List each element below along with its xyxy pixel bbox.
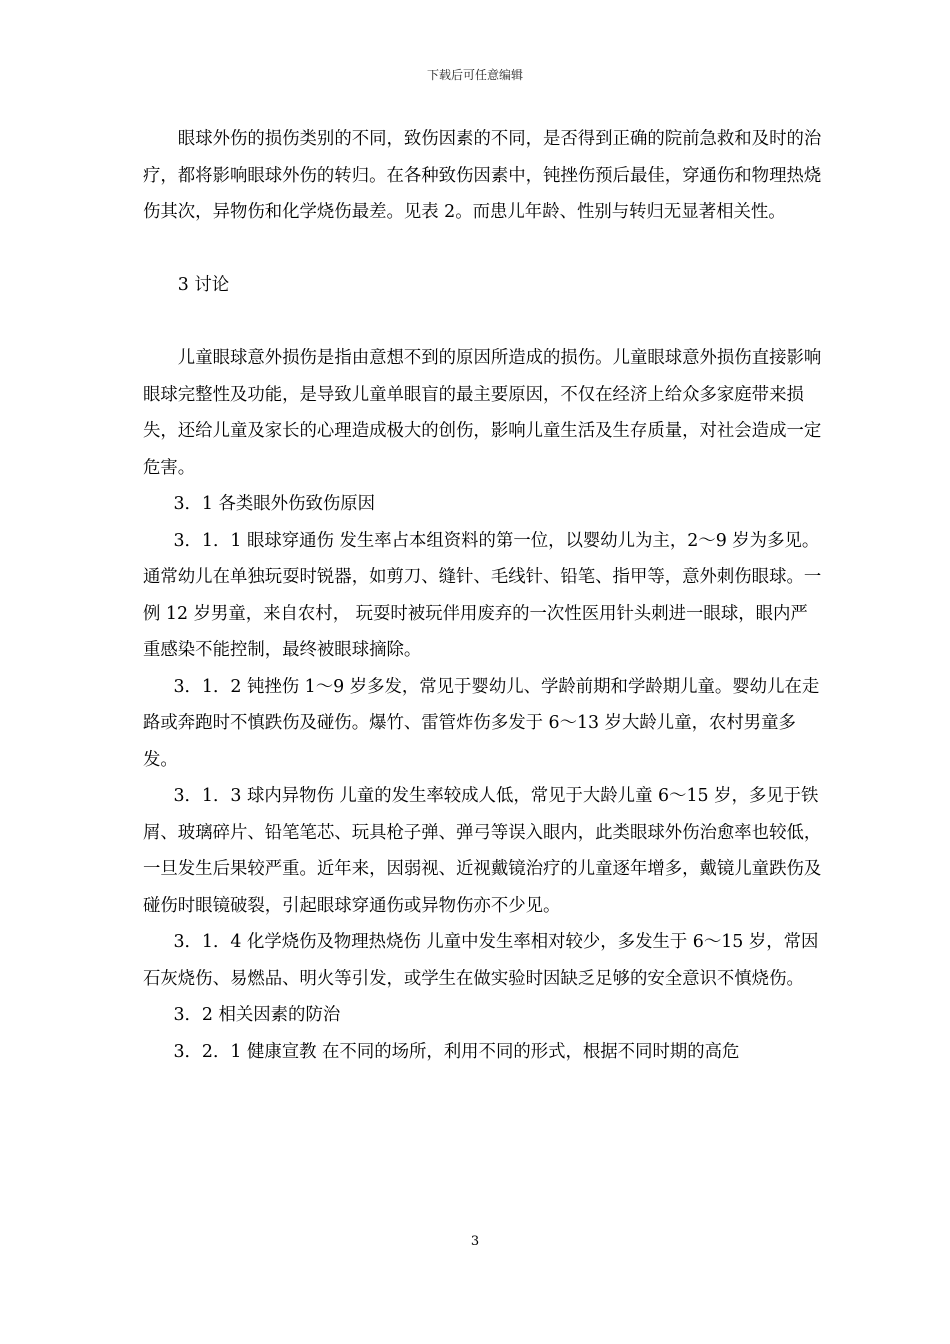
page-header: 下载后可任意编辑	[426, 68, 523, 82]
paragraph-health-education: 3．2．1 健康宣教 在不同的场所，利用不同的形式，根据不同时期的高危	[173, 1041, 740, 1062]
paragraph-blunt-injury: 3．1．2 钝挫伤 1～9 岁多发，常见于婴幼儿、学龄前期和学龄期儿童。婴幼儿在走路或奔跑时不慎跌伤及碰伤。爆竹、雷管炸伤多发于 6～13 岁大龄儿童，农村男童多发。	[143, 676, 820, 770]
page-number: 3	[470, 1234, 480, 1249]
paragraph-intro: 儿童眼球意外损伤是指由意想不到的原因所造成的损伤。儿童眼球意外损伤直接影响眼球完整性及功能，是导致儿童单眼盲的最主要原因，不仅在经济上给众多家庭带来损失，还给儿童及家长的心理造成极大的创伤，影响儿童生活及生存质量，对社会造成一定危害。	[143, 348, 822, 478]
section-heading-discussion: 3 讨论	[177, 275, 230, 295]
paragraph-outcome: 眼球外伤的损伤类别的不同，致伤因素的不同，是否得到正确的院前急救和及时的治疗，都将影响眼球外伤的转归。在各种致伤因素中，钝挫伤预后最佳，穿通伤和物理热烧伤其次，异物伤和化学烧伤最差。见表 2。而患儿年龄、性别与转归无显著相关性。	[143, 129, 822, 222]
paragraph-foreign-body: 3．1．3 球内异物伤 儿童的发生率较成人低，常见于大龄儿童 6～15 岁，多见于铁屑、玻璃碎片、铅笔笔芯、玩具枪子弹、弹弓等误入眼内，此类眼球外伤治愈率也较低，一旦发生后果较严重。近年来，因弱视、近视戴镜治疗的儿童逐年增多，戴镜儿童跌伤及碰伤时眼镜破裂，引起眼球穿通伤或异物伤亦不少见。	[143, 786, 822, 916]
paragraph-penetrating-injury: 3．1．1 眼球穿通伤 发生率占本组资料的第一位，以婴幼儿为主，2～9 岁为多见。通常幼儿在单独玩耍时锐器，如剪刀、缝针、毛线针、铅笔、指甲等，意外刺伤眼球。一例 12 岁男童，来自农村， 玩耍时被玩伴用废弃的一次性医用针头刺进一眼球，眼内严重感染不能控制，最终被眼球摘除。	[143, 530, 822, 660]
subsection-heading-causes: 3．1 各类眼外伤致伤原因	[173, 494, 376, 514]
document-body	[143, 121, 823, 1070]
paragraph-burns: 3．1．4 化学烧伤及物理热烧伤 儿童中发生率相对较少，多发生于 6～15 岁，常因石灰烧伤、易燃品、明火等引发，或学生在做实验时因缺乏足够的安全意识不慎烧伤。	[143, 932, 819, 989]
subsection-heading-prevention: 3．2 相关因素的防治	[173, 1005, 341, 1025]
